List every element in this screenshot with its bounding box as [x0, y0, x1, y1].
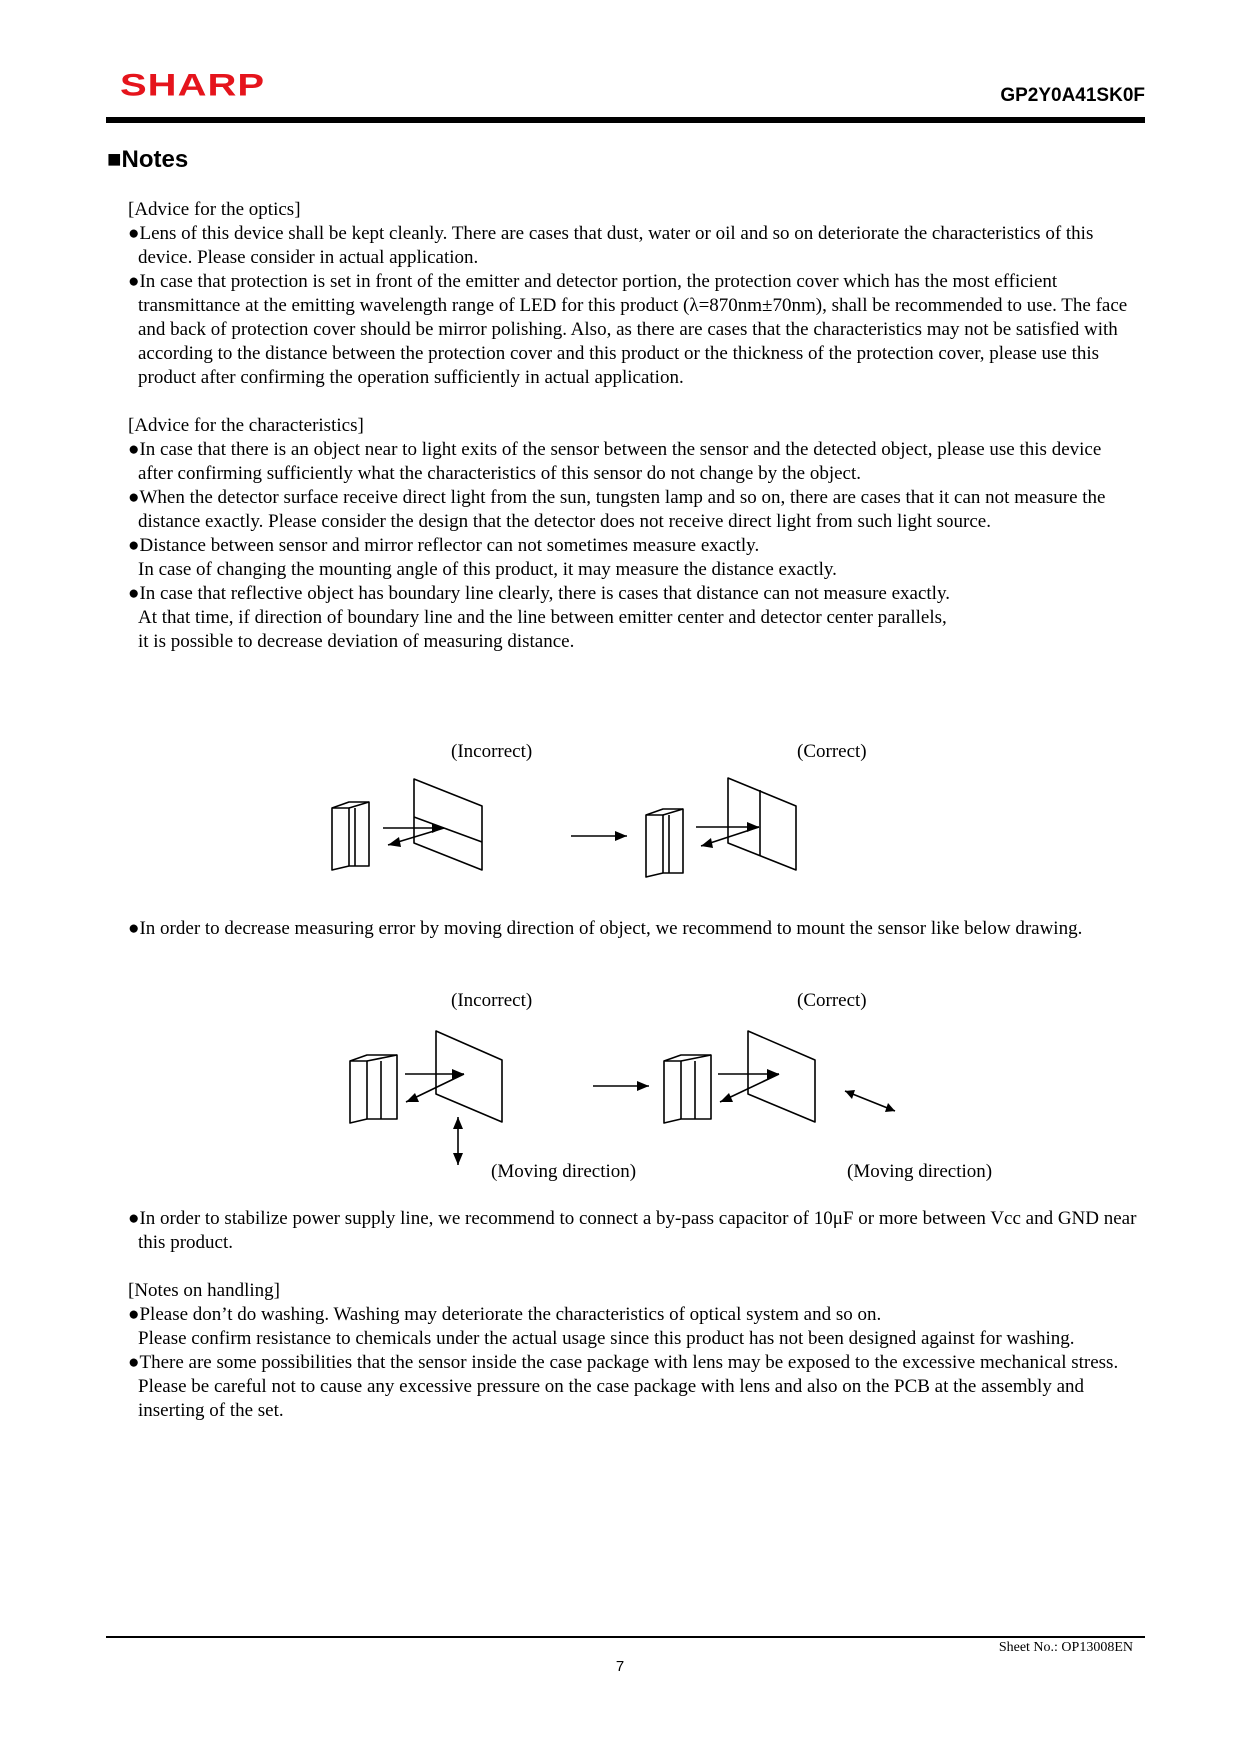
figure1-incorrect-sensor — [332, 802, 369, 870]
characteristics-bullet-3-cont: In case of changing the mounting angle of this product, it may measure the distance exactly. — [138, 559, 837, 580]
notes-body-lower — [128, 1207, 1138, 1423]
figure2-correct-sensor — [664, 1055, 711, 1123]
characteristics-bullet-6: ●In order to stabilize power supply line, we recommend to connect a by-pass capacitor of 10μF or more between Vcc and GND near this product. — [128, 1208, 1137, 1253]
figure2-moving-direction-diagram — [0, 1020, 1240, 1170]
characteristics-bullet-4-cont-1: At that time, if direction of boundary line and the line between emitter center and detector center parallels, — [138, 607, 947, 628]
characteristics-bullet-4-cont-2: it is possible to decrease deviation of measuring distance. — [138, 631, 575, 652]
optics-bullet-1: ●Lens of this device shall be kept cleanly. There are cases that dust, water or oil and so on deteriorate the characteristics of this device. Please consider in actual application. — [128, 223, 1094, 268]
notes-body-middle — [128, 917, 1138, 941]
figure2-correct-reflector — [748, 1031, 815, 1122]
figure2-incorrect-label: (Incorrect) — [451, 990, 533, 1011]
notes-body-upper — [128, 198, 1138, 654]
handling-bullet-1: ●Please don’t do washing. Washing may deteriorate the characteristics of optical system and so on. — [128, 1304, 882, 1325]
figure2-moving-direction-left-label: (Moving direction) — [491, 1161, 637, 1182]
figure2-moving-direction-right-label: (Moving direction) — [847, 1161, 993, 1182]
optics-bullet-2: ●In case that protection is set in front of the emitter and detector portion, the protection cover which has the most efficient transmittance at the emitting wavelength range of LED for this product (λ=870nm±70nm), shall be recommended to use. The face and back of protection cover should be mirror polishing. Also, as there are cases that the characteristics may not be satisfied with according to the distance between the protection cover and this product or the thickness of the protection cover, please use this product after confirming the operation sufficiently in actual application. — [128, 271, 1128, 388]
figure1-boundary-line-diagram — [0, 770, 1240, 880]
section-title: ■Notes — [107, 146, 189, 173]
figure2-incorrect-sensor — [350, 1055, 397, 1123]
figure1-correct-reflector — [728, 778, 796, 870]
figure1-correct-sensor — [646, 809, 683, 877]
figure1-correct-label: (Correct) — [797, 741, 867, 762]
characteristics-bullet-5: ●In order to decrease measuring error by moving direction of object, we recommend to mount the sensor like below drawing. — [128, 918, 1083, 939]
part-number: GP2Y0A41SK0F — [1000, 85, 1145, 106]
handling-bullet-2: ●There are some possibilities that the sensor inside the case package with lens may be exposed to the excessive mechanical stress. Please be careful not to cause any excessive pressure on the case package with lens and also on the PCB at the assembly and inserting of the set. — [128, 1352, 1119, 1421]
handling-bullet-1-cont: Please confirm resistance to chemicals under the actual usage since this product has not been designed against for washing. — [138, 1328, 1075, 1349]
characteristics-bullet-4: ●In case that reflective object has boundary line clearly, there is cases that distance can not measure exactly. — [128, 583, 950, 604]
figure2-correct-label: (Correct) — [797, 990, 867, 1011]
handling-heading: [Notes on handling] — [128, 1280, 280, 1301]
sharp-logo: SHARP — [120, 68, 266, 103]
characteristics-heading: [Advice for the characteristics] — [128, 415, 364, 436]
figure2-incorrect-reflector — [436, 1031, 502, 1122]
header-divider — [106, 117, 1145, 123]
characteristics-bullet-1: ●In case that there is an object near to light exits of the sensor between the sensor and the detected object, please use this device after confirming sufficiently what the characteristics of this sensor do not change by the object. — [128, 439, 1102, 484]
sheet-number: Sheet No.: OP13008EN — [998, 1640, 1133, 1655]
characteristics-bullet-2: ●When the detector surface receive direct light from the sun, tungsten lamp and so on, there are cases that it can not measure the distance exactly. Please consider the design that the detector does not receive direct light from such light source. — [128, 487, 1106, 532]
footer-divider — [106, 1636, 1145, 1638]
characteristics-bullet-3: ●Distance between sensor and mirror reflector can not sometimes measure exactly. — [128, 535, 760, 556]
figure1-incorrect-reflector — [414, 779, 482, 870]
page-number: 7 — [615, 1658, 625, 1675]
figure1-incorrect-label: (Incorrect) — [451, 741, 533, 762]
optics-heading: [Advice for the optics] — [128, 199, 301, 220]
